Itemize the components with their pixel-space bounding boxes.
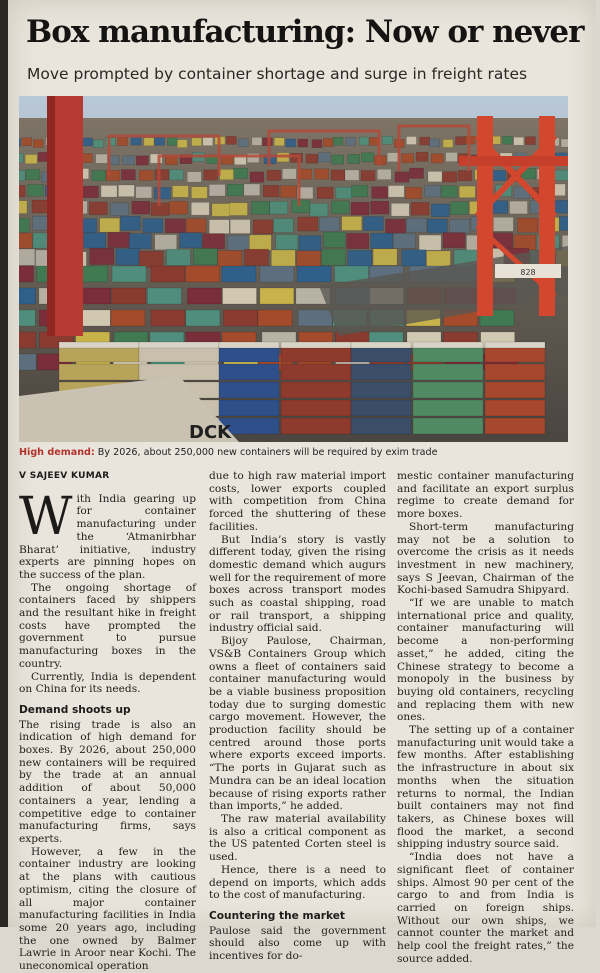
paragraph-text: ith India gearing up for container manufacturing under the ‘Atmanirbhar Bharat’ initiative, industry experts are pinning hopes on the success of the plan.: [19, 492, 196, 581]
photo-caption: [19, 447, 579, 458]
paragraph: The ongoing shortage of containers faced by shippers and the resultant hike in freight costs have prompted the government to pursue manufacturing boxes in the country.: [19, 581, 196, 670]
port-illustration: [19, 96, 568, 442]
paragraph: Paulose said the government should also come up with incentives for do-: [209, 924, 386, 963]
paragraph: Hence, there is a need to depend on imports, which adds to the cost of manufacturing.: [209, 863, 386, 902]
subheadline: Move prompted by container shortage and surge in freight rates: [27, 65, 528, 83]
crane-code-text: 828: [520, 268, 536, 277]
paragraph: The raw material availability is also a critical component as the US patented Corten steel is used.: [209, 812, 386, 864]
paragraph: “India does not have a significant fleet of container ships. Almost 90 per cent of the cargo to and from India is carried on foreign ships. Without our own ships, we cannot counter the market and help cool the freight rates,” the source added.: [397, 851, 574, 965]
byline: V SAJEEV KUMAR: [19, 471, 110, 481]
paragraph: Short-term manufacturing may not be a solution to overcome the crisis as it needs investment in new machinery, says S Jeevan, Chairman of the Kochi-based Samudra Shipyard.: [397, 520, 574, 597]
section-subhead: Countering the market: [209, 909, 345, 922]
paragraph: The rising trade is also an indication of high demand for boxes. By 2026, about 250,000 new containers will be required by the trade at an annual addition of about 50,000 containers a year, lending a competitive edge to container manufacturing firms, says experts.: [19, 718, 196, 845]
paragraph: Currently, India is dependent on China for its needs.: [19, 670, 196, 696]
caption-lead: High demand:: [19, 447, 95, 458]
paragraph: The setting up of a container manufacturing unit would take a few months. After establishing the infrastructure in about six months when the situation returns to normal, the Indian built containers may not find takers, as Chinese boxes will flood the market, a second shipping industry source said.: [397, 724, 574, 851]
paragraph: “If we are unable to match international price and quality, container manufacturing will become a non-performing asset,” he added, citing the Chinese strategy to become a monopoly in the business by buying old containers, recycling and replacing them with new ones.: [397, 597, 574, 724]
page-edge-shadow: [0, 0, 8, 927]
article-column-2: [209, 470, 386, 963]
caption-text: By 2026, about 250,000 new containers will be required by exim trade: [97, 447, 438, 458]
paragraph: However, a few in the container industry are looking at the plans with cautious optimism, citing the closure of all major container manufacturing facilities in India some 20 years ago, including the one owned by Balmer Lawrie in Aroor near Kochi. The uneconomical operation: [19, 845, 196, 973]
section-subhead: Demand shoots up: [19, 703, 131, 716]
paragraph: due to high raw material import costs, lower exports coupled with competition from China forced the shuttering of these facilities.: [209, 470, 386, 533]
headline: Box manufacturing: Now or never: [26, 14, 584, 50]
lead-paragraph: [19, 486, 196, 582]
paragraph: mestic container manufacturing and facilitate an export surplus regime to create demand for more boxes.: [397, 470, 574, 521]
container-port-photo: [19, 96, 568, 442]
paragraph: Bijoy Paulose, Chairman, VS&B Containers Group which owns a fleet of containers said container manufacturing would be a viable business proposition today due to surging domestic cargo movement. However, the production facility should be centred around those ports where exports exceed imports. “The ports in Gujarat such as Mundra can be an ideal location because of rising exports rather than imports,” he added.: [209, 635, 386, 813]
drop-cap: W: [19, 486, 73, 547]
article-column-3: [397, 470, 574, 965]
article-column-1: [19, 470, 196, 973]
container-lettering: DCK: [189, 422, 232, 442]
paragraph: But India’s story is vastly different today, given the rising domestic demand which augurs well for the requirement of more boxes across transport modes such as coastal shipping, road or rail transport, a shipping industry official said.: [209, 533, 386, 635]
